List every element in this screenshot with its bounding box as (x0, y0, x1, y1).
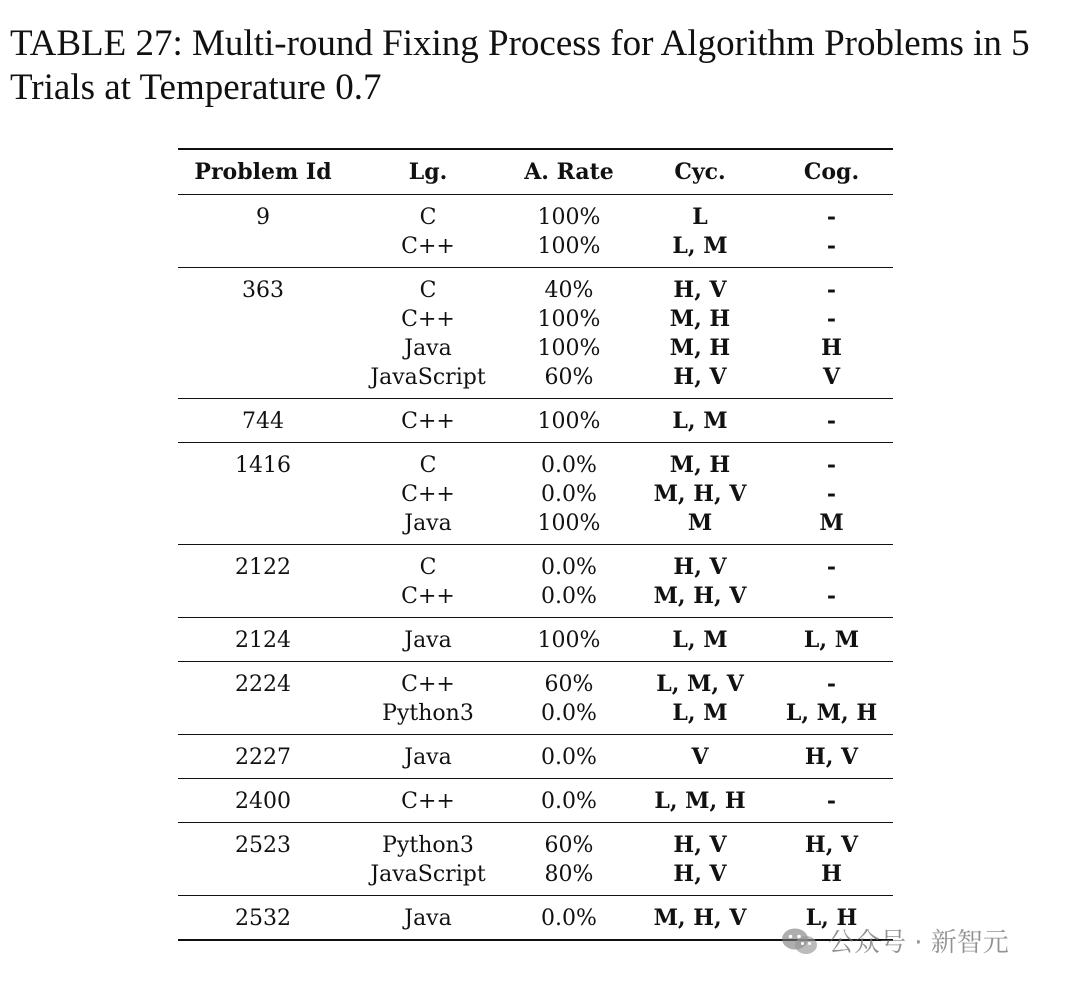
cognitive-value: - (826, 671, 837, 697)
language-value: Python3 (382, 833, 474, 858)
table-row (178, 823, 893, 896)
acceptance-rate-value: 100% (537, 307, 601, 332)
cyclomatic-cell (630, 735, 770, 779)
problem-id: 2532 (235, 906, 291, 931)
cognitive-cell (770, 618, 893, 662)
watermark (780, 922, 1009, 959)
acceptance-rate-value: 0.0% (541, 482, 597, 507)
cognitive-value: - (826, 481, 837, 507)
cyclomatic-value: M, H (669, 452, 731, 478)
acceptance-rate-cell (508, 662, 630, 735)
acceptance-rate-value: 0.0% (541, 906, 597, 931)
cyclomatic-value: L, M (672, 627, 728, 653)
acceptance-rate-value: 80% (544, 862, 594, 887)
problem-id-cell (178, 823, 348, 896)
problem-group (178, 662, 893, 735)
table-row (178, 443, 893, 545)
cognitive-value: - (826, 452, 837, 478)
cyclomatic-value: L, M, V (656, 671, 744, 697)
table-row (178, 195, 893, 268)
results-table (178, 148, 893, 941)
language-value: C++ (401, 672, 455, 697)
language-cell (348, 779, 508, 823)
language-value: C (419, 555, 437, 580)
cyclomatic-value: H, V (673, 364, 727, 390)
table-row (178, 545, 893, 618)
cognitive-cell (770, 823, 893, 896)
table-row (178, 618, 893, 662)
cyclomatic-value: L, M (672, 233, 728, 259)
acceptance-rate-value: 0.0% (541, 789, 597, 814)
cognitive-cell (770, 195, 893, 268)
problem-id: 363 (242, 278, 284, 303)
language-value: C++ (401, 409, 455, 434)
language-cell (348, 443, 508, 545)
cyclomatic-cell (630, 195, 770, 268)
cyclomatic-cell (630, 399, 770, 443)
acceptance-rate-value: 100% (537, 628, 601, 653)
table-row (178, 735, 893, 779)
header-acceptance-rate: A. Rate (508, 149, 630, 195)
language-value: C (419, 278, 437, 303)
cyclomatic-value: V (691, 744, 709, 770)
problem-id: 2122 (235, 555, 291, 580)
cognitive-value: - (826, 408, 837, 434)
acceptance-rate-cell (508, 195, 630, 268)
header-cognitive: Cog. (770, 149, 893, 195)
cyclomatic-cell (630, 545, 770, 618)
problem-id-cell (178, 268, 348, 399)
problem-group (178, 735, 893, 779)
language-value: C++ (401, 307, 455, 332)
problem-group (178, 618, 893, 662)
problem-id: 2124 (235, 628, 291, 653)
cyclomatic-cell (630, 268, 770, 399)
language-value: C (419, 205, 437, 230)
acceptance-rate-cell (508, 896, 630, 941)
language-cell (348, 896, 508, 941)
acceptance-rate-value: 100% (537, 336, 601, 361)
problem-id: 744 (242, 409, 284, 434)
acceptance-rate-cell (508, 735, 630, 779)
acceptance-rate-value: 60% (544, 365, 594, 390)
cognitive-value: L, M, H (785, 700, 878, 726)
cyclomatic-cell (630, 779, 770, 823)
acceptance-rate-value: 0.0% (541, 701, 597, 726)
cognitive-value: - (826, 306, 837, 332)
cognitive-value: M (819, 510, 844, 536)
acceptance-rate-cell (508, 779, 630, 823)
problem-id-cell (178, 662, 348, 735)
language-value: C++ (401, 482, 455, 507)
cyclomatic-value: M, H, V (653, 583, 747, 609)
watermark-text: 公众号 · 新智元 (828, 928, 1009, 958)
language-value: JavaScript (370, 365, 486, 390)
cognitive-value: L, M (803, 627, 860, 653)
table-row (178, 779, 893, 823)
language-cell (348, 399, 508, 443)
acceptance-rate-cell (508, 545, 630, 618)
language-value: Java (404, 628, 452, 653)
cyclomatic-value: M, H (669, 335, 731, 361)
header-language: Lg. (348, 149, 508, 195)
cognitive-cell (770, 399, 893, 443)
cognitive-value: - (826, 233, 837, 259)
problem-id-cell (178, 618, 348, 662)
language-value: Java (404, 906, 452, 931)
problem-id: 2224 (235, 672, 291, 697)
acceptance-rate-cell (508, 268, 630, 399)
language-value: Java (404, 336, 452, 361)
language-value: Python3 (382, 701, 474, 726)
acceptance-rate-value: 0.0% (541, 584, 597, 609)
problem-group (178, 443, 893, 545)
problem-id-cell (178, 443, 348, 545)
problem-id-cell (178, 896, 348, 941)
cognitive-cell (770, 545, 893, 618)
cognitive-cell (770, 443, 893, 545)
language-value: C++ (401, 584, 455, 609)
problem-group (178, 268, 893, 399)
cognitive-value: L, H (805, 905, 858, 931)
header-cyclomatic: Cyc. (630, 149, 770, 195)
cognitive-cell (770, 662, 893, 735)
cognitive-cell (770, 779, 893, 823)
problem-id-cell (178, 735, 348, 779)
acceptance-rate-value: 100% (537, 234, 601, 259)
cyclomatic-cell (630, 896, 770, 941)
problem-id: 9 (256, 205, 270, 230)
acceptance-rate-value: 100% (537, 511, 601, 536)
cyclomatic-value: H, V (673, 832, 727, 858)
cognitive-value: - (826, 788, 837, 814)
cognitive-value: H (821, 861, 842, 887)
acceptance-rate-value: 60% (544, 672, 594, 697)
cyclomatic-value: H, V (673, 861, 727, 887)
cyclomatic-cell (630, 823, 770, 896)
problem-group (178, 779, 893, 823)
language-value: C (419, 453, 437, 478)
cyclomatic-value: M, H (669, 306, 731, 332)
problem-id-cell (178, 779, 348, 823)
table-row (178, 268, 893, 399)
problem-id-cell (178, 195, 348, 268)
cyclomatic-cell (630, 443, 770, 545)
cognitive-value: H, V (804, 744, 859, 770)
acceptance-rate-value: 0.0% (541, 555, 597, 580)
acceptance-rate-value: 100% (537, 205, 601, 230)
problem-group (178, 545, 893, 618)
problem-id: 1416 (235, 453, 291, 478)
language-cell (348, 823, 508, 896)
cyclomatic-value: M, H, V (653, 481, 747, 507)
language-cell (348, 662, 508, 735)
cognitive-value: - (826, 554, 837, 580)
header-problem-id: Problem Id (178, 149, 348, 195)
problem-group (178, 399, 893, 443)
language-value: JavaScript (370, 862, 486, 887)
cognitive-value: - (826, 204, 837, 230)
cyclomatic-value: H, V (673, 554, 727, 580)
cyclomatic-value: H, V (673, 277, 727, 303)
cyclomatic-cell (630, 618, 770, 662)
cyclomatic-value: L (692, 204, 708, 230)
acceptance-rate-value: 40% (544, 278, 594, 303)
table-caption: TABLE 27: Multi-round Fixing Process for Algorithm Problems in 5 Trials at Temperature 0.7 (10, 23, 1030, 108)
table-row (178, 662, 893, 735)
table-header (178, 149, 893, 195)
problem-id-cell (178, 399, 348, 443)
language-cell (348, 545, 508, 618)
language-value: Java (404, 745, 452, 770)
acceptance-rate-cell (508, 399, 630, 443)
cyclomatic-value: L, M (672, 700, 728, 726)
acceptance-rate-cell (508, 618, 630, 662)
problem-id-cell (178, 545, 348, 618)
language-cell (348, 195, 508, 268)
cognitive-value: - (826, 277, 837, 303)
language-value: Java (404, 511, 452, 536)
acceptance-rate-value: 0.0% (541, 453, 597, 478)
cyclomatic-value: M (687, 510, 713, 536)
problem-id: 2227 (235, 745, 291, 770)
wechat-icon (780, 926, 820, 956)
language-cell (348, 268, 508, 399)
acceptance-rate-cell (508, 443, 630, 545)
acceptance-rate-value: 100% (537, 409, 601, 434)
cognitive-cell (770, 735, 893, 779)
acceptance-rate-value: 0.0% (541, 745, 597, 770)
cyclomatic-value: M, H, V (653, 905, 747, 931)
cyclomatic-value: L, M (672, 408, 728, 434)
problem-group (178, 823, 893, 896)
language-value: C++ (401, 234, 455, 259)
cyclomatic-cell (630, 662, 770, 735)
acceptance-rate-cell (508, 823, 630, 896)
language-value: C++ (401, 789, 455, 814)
acceptance-rate-value: 60% (544, 833, 594, 858)
cognitive-cell (770, 268, 893, 399)
table-row (178, 399, 893, 443)
language-cell (348, 618, 508, 662)
problem-id: 2400 (235, 789, 291, 814)
cyclomatic-value: L, M, H (654, 788, 746, 814)
cognitive-value: H, V (804, 832, 859, 858)
cognitive-value: H (821, 335, 842, 361)
problem-group (178, 195, 893, 268)
cognitive-value: V (822, 364, 841, 390)
cognitive-value: - (826, 583, 837, 609)
problem-id: 2523 (235, 833, 291, 858)
language-cell (348, 735, 508, 779)
